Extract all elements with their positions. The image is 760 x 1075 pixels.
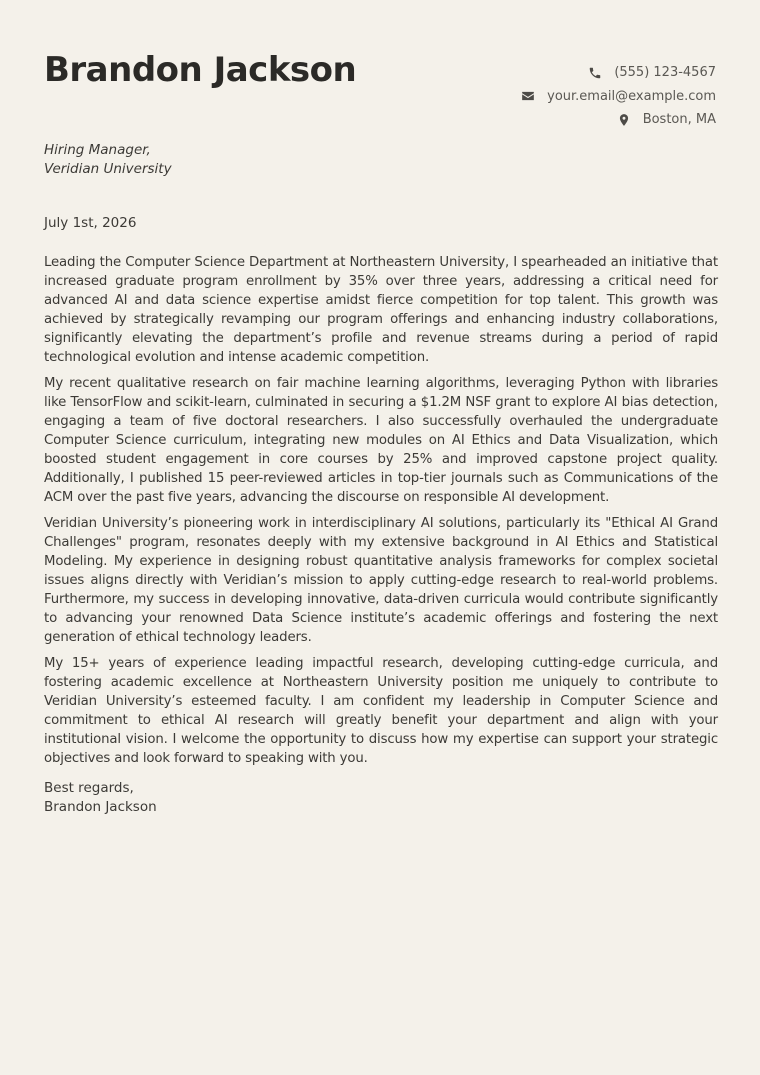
location-pin-icon [617,113,631,127]
contact-email [521,85,716,109]
phone-text: (555) 123-4567 [614,65,716,81]
contact-info [521,61,716,132]
recipient-block [44,141,172,179]
location-text: Boston, MA [642,112,716,128]
contact-phone [521,61,716,85]
letter-closing [44,779,718,817]
body-paragraph: Veridian University’s pioneering work in interdisciplinary AI solutions, particularly its "Ethical AI Grand Challenges" program, resonates deeply with my extensive background in AI Ethics and Statistical Modeling. My experience in designing robust quantitative analysis frameworks for complex societal issues aligns directly with Veridian’s mission to apply cutting-edge research to real-world problems. Furthermore, my success in developing innovative, data-driven curricula would contribute significantly to advancing your renowned Data Science institute’s academic offerings and fostering the next generation of ethical technology leaders. [44,516,718,645]
email-text: your.email@example.com [547,88,716,104]
contact-location [521,108,716,132]
body-paragraph: Leading the Computer Science Department at Northeastern University, I spearheaded an initiative that increased graduate program enrollment by 35% over three years, addressing a critical need for advanced AI and data science expertise amidst fierce competition for top talent. This growth was achieved by strategically revamping our program offerings and enhancing industry collaborations, significantly elevating the department’s profile and revenue streams during a period of rapid technological evolution and intense academic competition. [44,255,718,365]
sender-name: Brandon Jackson [44,50,357,90]
body-paragraph: My 15+ years of experience leading impactful research, developing cutting-edge curricula, and fostering academic excellence at Northeastern University position me uniquely to contribute to Veridian University’s esteemed faculty. I am confident my leadership in Computer Science and commitment to ethical AI research will greatly benefit your department and align with your institutional vision. I welcome the opportunity to discuss how my expertise can support your strategic objectives and look forward to speaking with you. [44,656,718,766]
closing-signature: Brandon Jackson [44,799,157,815]
recipient-organization: Veridian University [44,161,172,177]
recipient-title: Hiring Manager, [44,142,151,158]
envelope-icon [521,89,535,103]
closing-salutation: Best regards, [44,780,134,796]
body-paragraph: My recent qualitative research on fair machine learning algorithms, leveraging Python with libraries like TensorFlow and scikit-learn, culminated in securing a $1.2M NSF grant to explore AI bias detection, engaging a team of five doctoral researchers. I also successfully overhauled the undergraduate Computer Science curriculum, integrating new modules on AI Ethics and Data Visualization, which boosted student engagement in core courses by 25% and improved capstone project quality. Additionally, I published 15 peer-reviewed articles in top-tier journals such as Communications of the ACM over the past five years, advancing the discourse on responsible AI development. [44,376,718,505]
phone-icon [588,66,602,80]
letter-body [44,253,718,817]
letter-date: July 1st, 2026 [44,215,137,231]
